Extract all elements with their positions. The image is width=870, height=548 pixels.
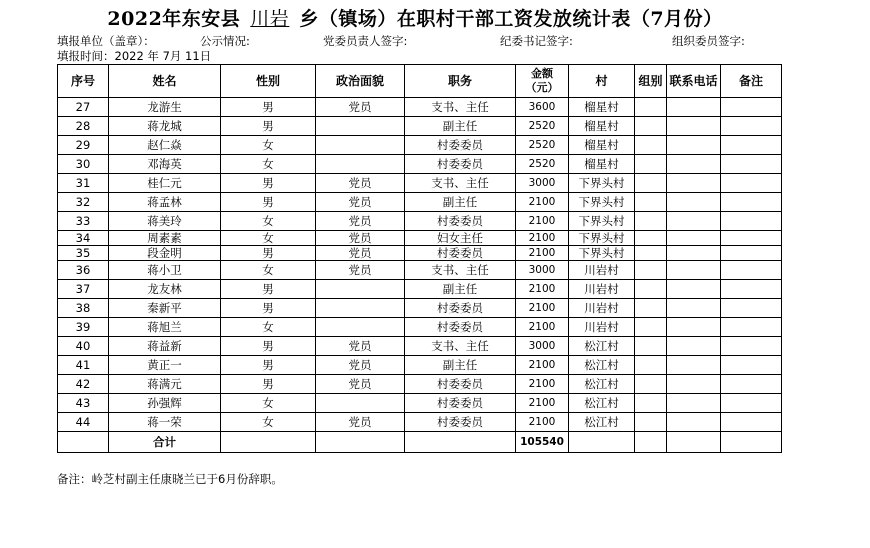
cell-gender: 男 [221, 280, 316, 299]
header-village: 村 [569, 65, 635, 98]
meta-discipline: 纪委书记签字: [500, 34, 573, 48]
cell-position: 支书、主任 [405, 98, 516, 117]
cell-remark [721, 280, 782, 299]
cell-phone [667, 394, 721, 413]
cell-political [316, 280, 405, 299]
cell-phone [667, 212, 721, 231]
page-title [0, 4, 830, 31]
cell-amount: 2520 [516, 117, 569, 136]
cell-group [635, 375, 667, 394]
table-row [58, 299, 782, 318]
cell-phone [667, 246, 721, 261]
cell-village: 榴星村 [569, 117, 635, 136]
cell-name: 黄正一 [109, 356, 221, 375]
total-empty [405, 432, 516, 453]
cell-group [635, 212, 667, 231]
header-seq: 序号 [58, 65, 109, 98]
cell-seq: 40 [58, 337, 109, 356]
cell-name: 秦新平 [109, 299, 221, 318]
cell-village: 松江村 [569, 413, 635, 432]
cell-amount: 3600 [516, 98, 569, 117]
cell-name: 蒋益新 [109, 337, 221, 356]
header-political: 政治面貌 [316, 65, 405, 98]
total-row [58, 432, 782, 453]
cell-political: 党员 [316, 231, 405, 246]
cell-group [635, 174, 667, 193]
cell-seq: 27 [58, 98, 109, 117]
cell-gender: 男 [221, 246, 316, 261]
cell-village: 松江村 [569, 394, 635, 413]
cell-amount: 2520 [516, 136, 569, 155]
table-row [58, 318, 782, 337]
meta-date: 填报时间：2022 年 7月 11日 [57, 49, 212, 63]
cell-village: 松江村 [569, 356, 635, 375]
cell-village: 川岩村 [569, 261, 635, 280]
cell-remark [721, 246, 782, 261]
cell-village: 川岩村 [569, 280, 635, 299]
cell-remark [721, 231, 782, 246]
header-phone: 联系电话 [667, 65, 721, 98]
cell-position: 村委委员 [405, 246, 516, 261]
cell-village: 川岩村 [569, 299, 635, 318]
cell-amount: 2100 [516, 280, 569, 299]
table-row [58, 261, 782, 280]
cell-phone [667, 231, 721, 246]
cell-position: 村委委员 [405, 394, 516, 413]
cell-remark [721, 174, 782, 193]
total-amount: 105540 [516, 432, 569, 453]
cell-amount: 3000 [516, 261, 569, 280]
cell-name: 桂仁元 [109, 174, 221, 193]
cell-political: 党员 [316, 356, 405, 375]
cell-phone [667, 117, 721, 136]
cell-village: 榴星村 [569, 136, 635, 155]
cell-position: 副主任 [405, 193, 516, 212]
cell-phone [667, 299, 721, 318]
cell-name: 蒋满元 [109, 375, 221, 394]
meta-unit: 填报单位（盖章）： [57, 34, 155, 48]
cell-phone [667, 193, 721, 212]
cell-name: 段金明 [109, 246, 221, 261]
table-row [58, 375, 782, 394]
cell-remark [721, 98, 782, 117]
cell-remark [721, 318, 782, 337]
title-suffix: 乡（镇场）在职村干部工资发放统计表（ [299, 8, 651, 30]
cell-group [635, 231, 667, 246]
cell-political: 党员 [316, 375, 405, 394]
cell-seq: 43 [58, 394, 109, 413]
header-name: 姓名 [109, 65, 221, 98]
cell-seq: 35 [58, 246, 109, 261]
meta-publicity: 公示情况: [200, 34, 250, 48]
cell-village: 下界头村 [569, 212, 635, 231]
total-empty [569, 432, 635, 453]
cell-seq: 38 [58, 299, 109, 318]
cell-group [635, 155, 667, 174]
cell-political: 党员 [316, 337, 405, 356]
cell-position: 副主任 [405, 356, 516, 375]
cell-remark [721, 299, 782, 318]
table-row [58, 193, 782, 212]
cell-position: 村委委员 [405, 212, 516, 231]
table-row [58, 98, 782, 117]
table-row [58, 155, 782, 174]
table-row [58, 280, 782, 299]
cell-name: 龙友林 [109, 280, 221, 299]
cell-political [316, 155, 405, 174]
cell-political: 党员 [316, 413, 405, 432]
cell-name: 蒋美玲 [109, 212, 221, 231]
cell-group [635, 193, 667, 212]
cell-seq: 37 [58, 280, 109, 299]
cell-village: 松江村 [569, 337, 635, 356]
cell-village: 下界头村 [569, 174, 635, 193]
title-prefix: 2022年东安县 [107, 8, 241, 30]
cell-amount: 3000 [516, 174, 569, 193]
cell-group [635, 117, 667, 136]
cell-position: 妇女主任 [405, 231, 516, 246]
cell-seq: 30 [58, 155, 109, 174]
cell-group [635, 136, 667, 155]
cell-name: 周素素 [109, 231, 221, 246]
meta-organization: 组织委员签字: [672, 34, 745, 48]
title-month: 7月份 [650, 8, 704, 30]
cell-gender: 男 [221, 117, 316, 136]
cell-position: 村委委员 [405, 375, 516, 394]
cell-group [635, 299, 667, 318]
cell-name: 蒋龙城 [109, 117, 221, 136]
cell-political [316, 299, 405, 318]
meta-party-head: 党委员责人签字: [323, 34, 408, 48]
cell-village: 下界头村 [569, 231, 635, 246]
total-empty [721, 432, 782, 453]
cell-group [635, 318, 667, 337]
header-gender: 性别 [221, 65, 316, 98]
cell-group [635, 394, 667, 413]
cell-seq: 41 [58, 356, 109, 375]
cell-name: 龙游生 [109, 98, 221, 117]
cell-position: 村委委员 [405, 155, 516, 174]
cell-phone [667, 413, 721, 432]
cell-remark [721, 193, 782, 212]
table-row [58, 212, 782, 231]
cell-gender: 女 [221, 212, 316, 231]
cell-position: 副主任 [405, 117, 516, 136]
cell-seq: 31 [58, 174, 109, 193]
cell-position: 村委委员 [405, 299, 516, 318]
cell-phone [667, 155, 721, 174]
cell-remark [721, 117, 782, 136]
table-row [58, 246, 782, 261]
cell-position: 村委委员 [405, 318, 516, 337]
cell-remark [721, 261, 782, 280]
cell-gender: 男 [221, 337, 316, 356]
cell-gender: 男 [221, 193, 316, 212]
cell-seq: 33 [58, 212, 109, 231]
cell-remark [721, 155, 782, 174]
header-position: 职务 [405, 65, 516, 98]
header-remark: 备注 [721, 65, 782, 98]
cell-seq: 34 [58, 231, 109, 246]
cell-political [316, 117, 405, 136]
cell-amount: 2100 [516, 356, 569, 375]
title-close: ） [703, 8, 723, 30]
cell-gender: 女 [221, 413, 316, 432]
cell-position: 村委委员 [405, 413, 516, 432]
table-row [58, 356, 782, 375]
table-row [58, 117, 782, 136]
total-label: 合计 [109, 432, 221, 453]
total-empty [667, 432, 721, 453]
cell-group [635, 98, 667, 117]
cell-group [635, 261, 667, 280]
cell-amount: 2520 [516, 155, 569, 174]
total-empty [635, 432, 667, 453]
cell-group [635, 246, 667, 261]
cell-remark [721, 413, 782, 432]
cell-amount: 2100 [516, 318, 569, 337]
cell-name: 蒋孟林 [109, 193, 221, 212]
cell-political: 党员 [316, 174, 405, 193]
cell-seq: 44 [58, 413, 109, 432]
salary-table [57, 64, 782, 453]
cell-phone [667, 261, 721, 280]
cell-seq: 36 [58, 261, 109, 280]
cell-political: 党员 [316, 212, 405, 231]
cell-village: 下界头村 [569, 193, 635, 212]
cell-amount: 2100 [516, 193, 569, 212]
cell-gender: 男 [221, 174, 316, 193]
cell-seq: 28 [58, 117, 109, 136]
cell-remark [721, 375, 782, 394]
cell-gender: 女 [221, 136, 316, 155]
cell-group [635, 337, 667, 356]
total-empty [221, 432, 316, 453]
cell-seq: 29 [58, 136, 109, 155]
cell-gender: 男 [221, 375, 316, 394]
cell-position: 支书、主任 [405, 337, 516, 356]
cell-phone [667, 136, 721, 155]
header-group: 组别 [635, 65, 667, 98]
cell-group [635, 413, 667, 432]
cell-gender: 女 [221, 318, 316, 337]
cell-political [316, 394, 405, 413]
cell-phone [667, 98, 721, 117]
footnote: 备注：岭芝村副主任康晓兰已于6月份辞职。 [57, 472, 283, 486]
cell-name: 邓海英 [109, 155, 221, 174]
cell-remark [721, 356, 782, 375]
cell-village: 榴星村 [569, 98, 635, 117]
table-row [58, 174, 782, 193]
cell-amount: 2100 [516, 231, 569, 246]
cell-name: 赵仁焱 [109, 136, 221, 155]
cell-gender: 男 [221, 299, 316, 318]
cell-seq: 39 [58, 318, 109, 337]
cell-political [316, 318, 405, 337]
cell-political: 党员 [316, 261, 405, 280]
total-empty [316, 432, 405, 453]
cell-village: 下界头村 [569, 246, 635, 261]
cell-seq: 32 [58, 193, 109, 212]
cell-gender: 男 [221, 356, 316, 375]
cell-amount: 2100 [516, 299, 569, 318]
table-row [58, 136, 782, 155]
cell-name: 蒋小卫 [109, 261, 221, 280]
cell-position: 支书、主任 [405, 174, 516, 193]
cell-political: 党员 [316, 98, 405, 117]
cell-name: 孙强辉 [109, 394, 221, 413]
cell-village: 榴星村 [569, 155, 635, 174]
cell-amount: 2100 [516, 212, 569, 231]
cell-amount: 2100 [516, 375, 569, 394]
cell-amount: 2100 [516, 413, 569, 432]
table-row [58, 413, 782, 432]
cell-remark [721, 212, 782, 231]
cell-gender: 女 [221, 231, 316, 246]
cell-gender: 女 [221, 394, 316, 413]
cell-seq: 42 [58, 375, 109, 394]
cell-position: 村委委员 [405, 136, 516, 155]
cell-phone [667, 337, 721, 356]
cell-group [635, 280, 667, 299]
cell-amount: 2100 [516, 394, 569, 413]
total-seq-cell [58, 432, 109, 453]
cell-phone [667, 318, 721, 337]
cell-phone [667, 174, 721, 193]
cell-village: 松江村 [569, 375, 635, 394]
cell-group [635, 356, 667, 375]
cell-gender: 男 [221, 98, 316, 117]
cell-position: 支书、主任 [405, 261, 516, 280]
cell-phone [667, 375, 721, 394]
cell-name: 蒋一荣 [109, 413, 221, 432]
cell-village: 川岩村 [569, 318, 635, 337]
cell-amount: 2100 [516, 246, 569, 261]
cell-remark [721, 337, 782, 356]
header-amount: 金额 （元） [516, 65, 569, 98]
cell-political [316, 136, 405, 155]
cell-amount: 3000 [516, 337, 569, 356]
cell-political: 党员 [316, 246, 405, 261]
table-row [58, 394, 782, 413]
table-row [58, 337, 782, 356]
cell-gender: 女 [221, 261, 316, 280]
cell-remark [721, 136, 782, 155]
cell-phone [667, 356, 721, 375]
cell-remark [721, 394, 782, 413]
cell-political: 党员 [316, 193, 405, 212]
table-header-row [58, 65, 782, 98]
cell-gender: 女 [221, 155, 316, 174]
table-row [58, 231, 782, 246]
cell-position: 副主任 [405, 280, 516, 299]
title-township: 川岩 [250, 8, 290, 30]
cell-name: 蒋旭兰 [109, 318, 221, 337]
cell-phone [667, 280, 721, 299]
